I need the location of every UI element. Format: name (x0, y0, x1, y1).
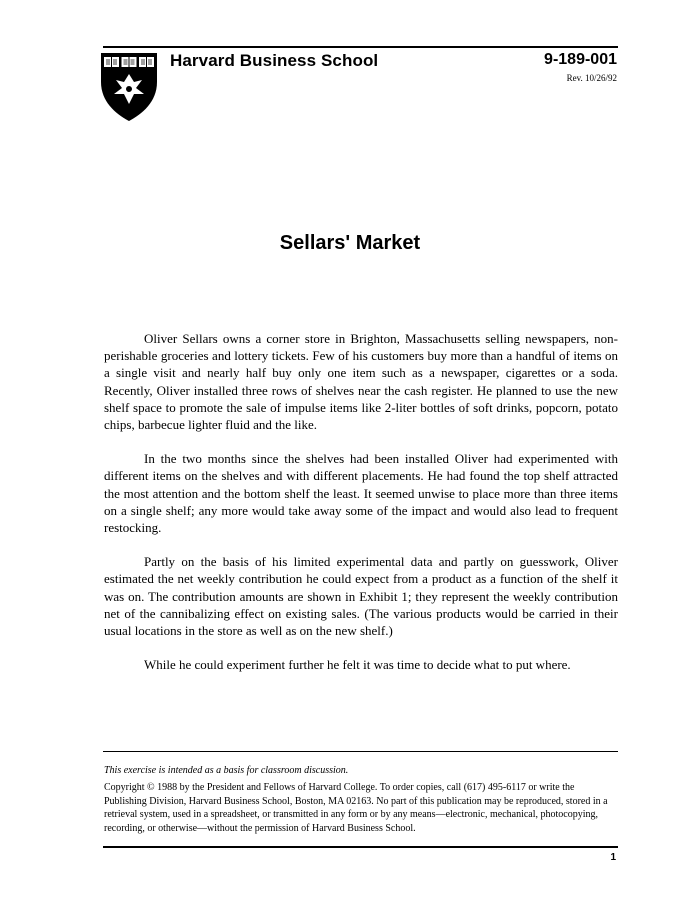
footnote: This exercise is intended as a basis for classroom discussion. (104, 765, 349, 776)
document-number: 9-189-001 (544, 51, 617, 68)
hbs-shield-icon (100, 52, 158, 122)
paragraph-3: Partly on the basis of his limited experimental data and partly on guesswork, Oliver estimated the net weekly contribution he could expect from a product as a function of the shelf it was on. The contribution amounts are shown in Exhibit 1; they represent the weekly contribution net of the cannibalizing effect on existing sales. (The various products would be carried in their usual locations in the store as well as on the new shelf.) (104, 554, 618, 639)
revision-date: Rev. 10/26/92 (566, 73, 617, 83)
school-name: Harvard Business School (170, 51, 379, 70)
case-title: Sellars' Market (279, 232, 421, 254)
paragraph-2: In the two months since the shelves had been installed Oliver had experimented with different items on the shelves and with different placements. He had found the top shelf attracted the most attention and the bottom shelf the least. It seemed unwise to place more than three items on a single shelf; any more would take away some of the impact and would also lead to frequent restocking. (104, 451, 618, 536)
header-rule (103, 46, 618, 48)
footer-rule (103, 751, 618, 752)
copyright-notice: Copyright © 1988 by the President and Fellows of Harvard College. To order copies, call (617) 495-6117 or write the Publishing Division, Harvard Business School, Boston, MA 02163. No part of this publication may be reproduced, stored in a retrieval system, used in a spreadsheet, or transmitted in any form or by any means—electronic, mechanical, photocopying, recording, or otherwise—without the permission of Harvard Business School. (104, 782, 608, 834)
page-number: 1 (610, 852, 616, 863)
paragraph-4: While he could experiment further he felt it was time to decide what to put where. (144, 657, 571, 673)
bottom-rule (103, 846, 618, 848)
paragraph-1: Oliver Sellars owns a corner store in Brighton, Massachusetts selling newspapers, non-perishable groceries and lottery tickets. Few of his customers buy more than a handful of items on a single visit and nearly half buy only one item such as a newspaper, cigarettes or a soda. Recently, Oliver installed three rows of shelves near the cash register. He planned to use the new shelf space to promote the sale of impulse items like 2-liter bottles of soft drinks, popcorn, potato chips, barbecue lighter fluid and the like. (104, 331, 618, 433)
case-body (104, 330, 618, 690)
